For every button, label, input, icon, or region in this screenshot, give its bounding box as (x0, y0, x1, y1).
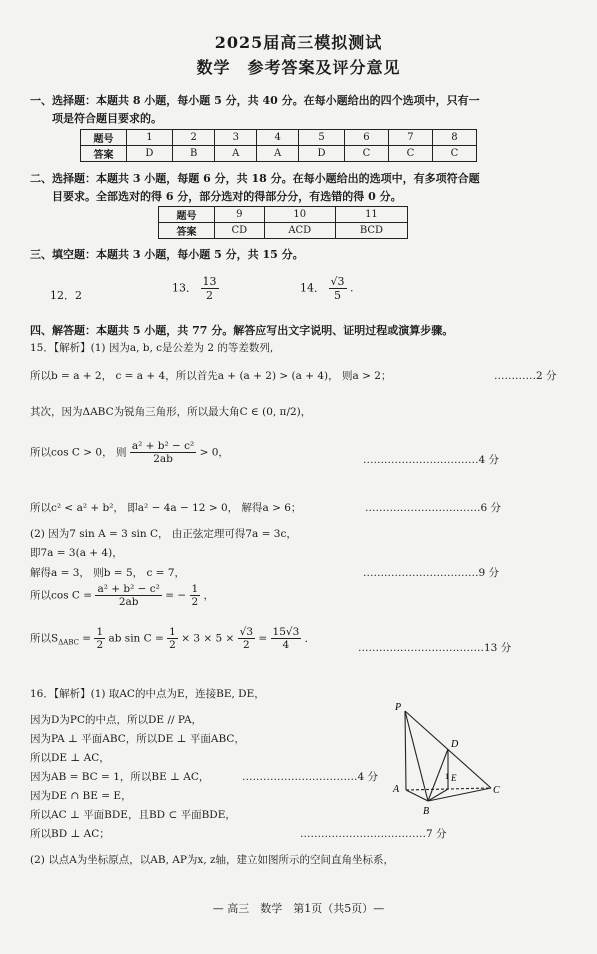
fraction-numerator: a² + b² − c² (131, 440, 195, 452)
q15-line4 (30, 440, 229, 465)
q14-label: 14． (300, 281, 325, 295)
question-number-cell: 1 (127, 130, 173, 146)
mc-answer-table (80, 129, 477, 162)
fraction-numerator: 1 (169, 626, 176, 638)
label-B: B (423, 806, 430, 817)
page-footer: — 高三 数学 第1页（共5页）— (212, 902, 385, 915)
table-header-cell: 题号 (159, 207, 215, 223)
answer-cell: CD (215, 223, 265, 239)
text-segment: = − (165, 589, 187, 602)
table-header-cell: 答案 (81, 146, 127, 162)
q13-label: 13． (172, 281, 197, 295)
text-segment: 所以S (30, 632, 59, 645)
answer-q12: 12．2 (50, 289, 82, 302)
text-segment: 所以cos C > 0， 则 (30, 446, 127, 459)
text-segment: ab sin C = (108, 632, 164, 645)
fraction (130, 440, 196, 465)
question-number-cell: 5 (299, 130, 345, 146)
fraction-numerator: 13 (202, 275, 217, 288)
fraction-denominator: 5 (334, 289, 341, 302)
multi-answer-table (158, 206, 408, 239)
q15-line5: 所以c² < a² + b²， 即a² − 4a − 12 > 0， 解得a > 6； (30, 502, 302, 514)
score-marker: ………………………………7 分 (300, 828, 447, 840)
tetrahedron-figure (385, 695, 510, 820)
answer-cell: BCD (335, 223, 407, 239)
fraction-numerator: √3 (330, 275, 345, 288)
answer-cell: C (432, 146, 476, 162)
answer-q14 (300, 275, 354, 302)
score-marker: ……………………………9 分 (363, 567, 500, 579)
q15-line9 (30, 583, 214, 608)
q16-line5: 因为AB = BC = 1，所以BE ⊥ AC， (30, 771, 210, 783)
table-row (81, 146, 477, 162)
page-title: 2025届高三模拟测试 (214, 33, 383, 52)
q16-line6: 因为DE ∩ BE = E， (30, 790, 132, 802)
question-number-cell: 3 (215, 130, 257, 146)
edge-PB (405, 711, 428, 801)
edge-AB (406, 790, 428, 801)
fraction-denominator: 2 (169, 639, 176, 651)
score-marker: …………2 分 (494, 370, 557, 382)
q15-line8: 解得a = 3， 则b = 5， c = 7， (30, 567, 185, 579)
answer-cell: A (215, 146, 257, 162)
text-segment: = (82, 632, 92, 645)
text-segment: > 0， (199, 446, 229, 459)
question-number-cell: 10 (264, 207, 335, 223)
fraction-denominator: 2ab (153, 453, 173, 465)
section1-heading-line1: 一、选择题：本题共 8 小题，每小题 5 分，共 40 分。在每小题给出的四个选项中，只有一 (30, 94, 480, 107)
answer-q13 (172, 275, 219, 302)
score-marker: ……………………………4 分 (242, 771, 379, 783)
fraction-denominator: 4 (282, 639, 290, 651)
section4-heading: 四、解答题：本题共 5 小题，共 77 分。解答应写出文字说明、证明过程或演算步骤。 (30, 324, 454, 337)
label-A: A (393, 784, 400, 795)
q16-line1: 16．【解析】(1) 取AC的中点为E，连接BE, DE， (30, 688, 265, 700)
question-number-cell: 6 (344, 130, 388, 146)
table-row (159, 207, 408, 223)
text-segment: = (258, 632, 268, 645)
section3-heading: 三、填空题：本题共 3 小题，每小题 5 分，共 15 分。 (30, 248, 304, 261)
q14-tail: . (350, 281, 354, 295)
fraction-numerator: √3 (239, 626, 254, 638)
section2-heading-line1: 二、选择题：本题共 3 小题，每题 6 分，共 18 分。在每小题给出的选项中，有多项符合题 (30, 172, 480, 185)
fraction-denominator: 2 (96, 639, 104, 651)
table-header-cell: 题号 (81, 130, 127, 146)
q14-fraction (329, 275, 347, 302)
edge-BC (428, 788, 491, 801)
answer-cell: C (344, 146, 388, 162)
answer-cell: B (172, 146, 214, 162)
q16-line9: (2) 以点A为坐标原点，以AB, AP为x, z轴，建立如图所示的空间直角坐标系， (30, 854, 395, 866)
answer-cell: A (257, 146, 299, 162)
label-E: E (451, 773, 457, 783)
q13-fraction (201, 275, 219, 302)
fraction-numerator: 1 (191, 583, 199, 595)
label-C: C (493, 785, 500, 796)
question-number-cell: 9 (215, 207, 265, 223)
table-header-cell: 答案 (159, 223, 215, 239)
text-segment: ， (203, 589, 215, 602)
q16-line3: 因为PA ⊥ 平面ABC，所以DE ⊥ 平面ABC， (30, 733, 245, 745)
answer-cell: D (299, 146, 345, 162)
text-segment: × 3 × 5 × (181, 632, 235, 645)
q16-line4: 所以DE ⊥ AC， (30, 752, 110, 764)
q15-line6: (2) 因为7 sin A = 3 sin C， 由正弦定理可得7a = 3c， (30, 528, 297, 540)
q15-line3: 其次，因为ΔABC为锐角三角形，所以最大角C ∈ (0, π/2)， (30, 406, 312, 418)
q16-line7: 所以AC ⊥ 平面BDE，且BD ⊂ 平面BDE， (30, 809, 236, 821)
q15-line10 (30, 626, 315, 651)
q15-line7: 即7a = 3(a + 4)， (30, 547, 123, 559)
fraction-numerator: 15√3 (272, 626, 300, 638)
question-number-cell: 7 (388, 130, 432, 146)
fraction-denominator: 2 (243, 639, 250, 651)
answer-cell: D (127, 146, 173, 162)
label-P: P (395, 702, 402, 713)
label-D: D (451, 739, 459, 750)
score-marker: ……………………………6 分 (365, 502, 502, 514)
question-number-cell: 4 (257, 130, 299, 146)
answer-cell: ACD (264, 223, 335, 239)
fraction-numerator: a² + b² − c² (97, 583, 160, 595)
subscript: ΔABC (58, 638, 79, 647)
edge-PA (405, 711, 406, 790)
score-marker: ………………………………13 分 (358, 642, 512, 654)
fraction (238, 626, 255, 651)
question-number-cell: 2 (172, 130, 214, 146)
fraction (167, 626, 178, 651)
fraction-denominator: 2ab (118, 596, 139, 608)
fraction-denominator: 2 (191, 596, 199, 608)
page-subtitle: 数学 参考答案及评分意见 (196, 58, 401, 77)
q16-line8: 所以BD ⊥ AC； (30, 828, 110, 840)
fraction (94, 626, 105, 651)
q16-line2: 因为D为PC的中点，所以DE // PA， (30, 714, 203, 726)
fraction-denominator: 2 (206, 289, 213, 302)
question-number-cell: 8 (432, 130, 476, 146)
question-number-cell: 11 (335, 207, 407, 223)
q15-line1: 15．【解析】(1) 因为a, b, c是公差为 2 的等差数列, (30, 342, 274, 354)
section2-heading-line2: 目要求。全部选对的得 6 分，部分选对的得部分分，有选错的得 0 分。 (52, 190, 402, 203)
table-row (81, 130, 477, 146)
answer-cell: C (388, 146, 432, 162)
fraction (190, 583, 201, 608)
fraction (95, 583, 161, 608)
section1-heading-line2: 项是符合题目要求的。 (52, 112, 162, 125)
text-segment: 所以cos C = (30, 589, 93, 602)
score-marker: ……………………………4 分 (363, 454, 500, 466)
fraction-numerator: 1 (96, 626, 104, 638)
fraction (271, 626, 302, 651)
label-one: 1 (445, 772, 449, 781)
q15-line2: 所以b = a + 2， c = a + 4，所以首先a + (a + 2) > (a + 4)， 则a > 2； (30, 370, 392, 382)
table-row (159, 223, 408, 239)
text-segment: ． (304, 632, 316, 645)
